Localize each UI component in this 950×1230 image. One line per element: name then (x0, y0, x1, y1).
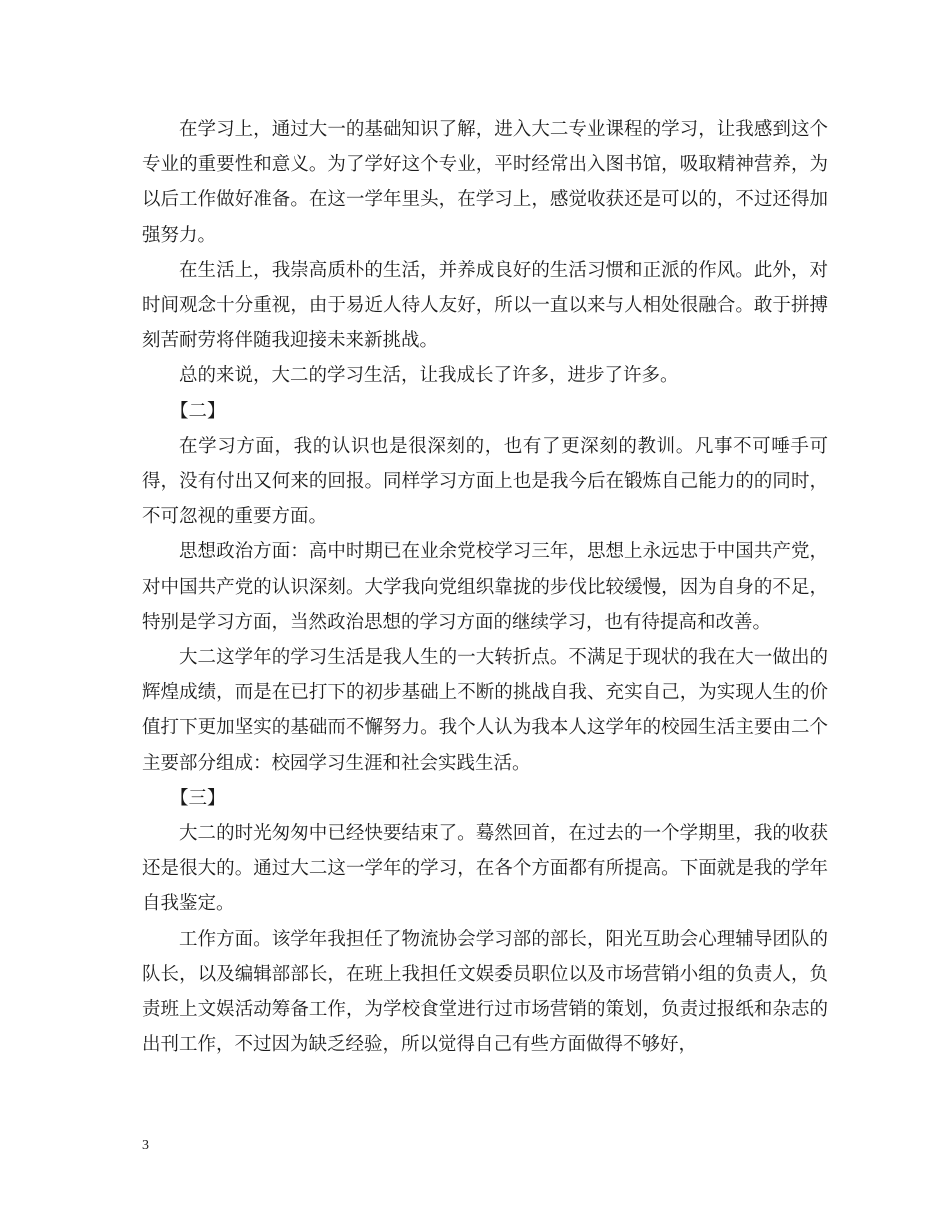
paragraph-study: 在学习上，通过大一的基础知识了解，进入大二专业课程的学习，让我感到这个专业的重要性和意义。为了学好这个专业，平时经常出入图书馆，吸取精神营养，为以后工作做好准备。在这一学年里头，在学习上，感觉收获还是可以的，不过还得加强努力。 (142, 119, 828, 246)
section-heading-two: 【二】 (170, 400, 226, 422)
section-heading-three: 【三】 (170, 787, 226, 809)
paragraph-time-passing: 大二的时光匆匆中已经快要结束了。蓦然回首，在过去的一个学期里，我的收获还是很大的。通过大二这一学年的学习，在各个方面都有所提高。下面就是我的学年自我鉴定。 (142, 823, 828, 915)
document-body (142, 112, 828, 1062)
paragraph-turning-point: 大二这学年的学习生活是我人生的一大转折点。不满足于现状的我在大一做出的辉煌成绩，而是在已打下的初步基础上不断的挑战自我、充实自己，为实现人生的价值打下更加坚实的基础而不懈努力。我个人认为我本人这学年的校园生活主要由二个主要部分组成：校园学习生涯和社会实践生活。 (142, 647, 828, 774)
paragraph-summary: 总的来说，大二的学习生活，让我成长了许多，进步了许多。 (179, 365, 679, 387)
paragraph-work: 工作方面。该学年我担任了物流协会学习部的部长，阳光互助会心理辅导团队的队长，以及编辑部部长，在班上我担任文娱委员职位以及市场营销小组的负责人，负责班上文娱活动筹备工作，为学校食堂进行过市场营销的策划，负责过报纸和杂志的出刊工作，不过因为缺乏经验，所以觉得自己有些方面做得不够好， (142, 928, 828, 1056)
paragraph-life: 在生活上，我崇高质朴的生活，并养成良好的生活习惯和正派的作风。此外，对时间观念十分重视，由于易近人待人友好，所以一直以来与人相处很融合。敢于拼搏刻苦耐劳将伴随我迎接未来新挑战。 (142, 259, 828, 352)
paragraph-study-aspect: 在学习方面，我的认识也是很深刻的，也有了更深刻的教训。凡事不可唾手可得，没有付出又何来的回报。同样学习方面上也是我今后在锻炼自己能力的的同时，不可忽视的重要方面。 (142, 435, 828, 528)
page-number: 3 (142, 1138, 149, 1153)
paragraph-political: 思想政治方面：高中时期已在业余党校学习三年，思想上永远忠于中国共产党，对中国共产党的认识深刻。大学我向党组织靠拢的步伐比较缓慢，因为自身的不足，特别是学习方面，当然政治思想的学习方面的继续学习，也有待提高和改善。 (142, 541, 828, 633)
